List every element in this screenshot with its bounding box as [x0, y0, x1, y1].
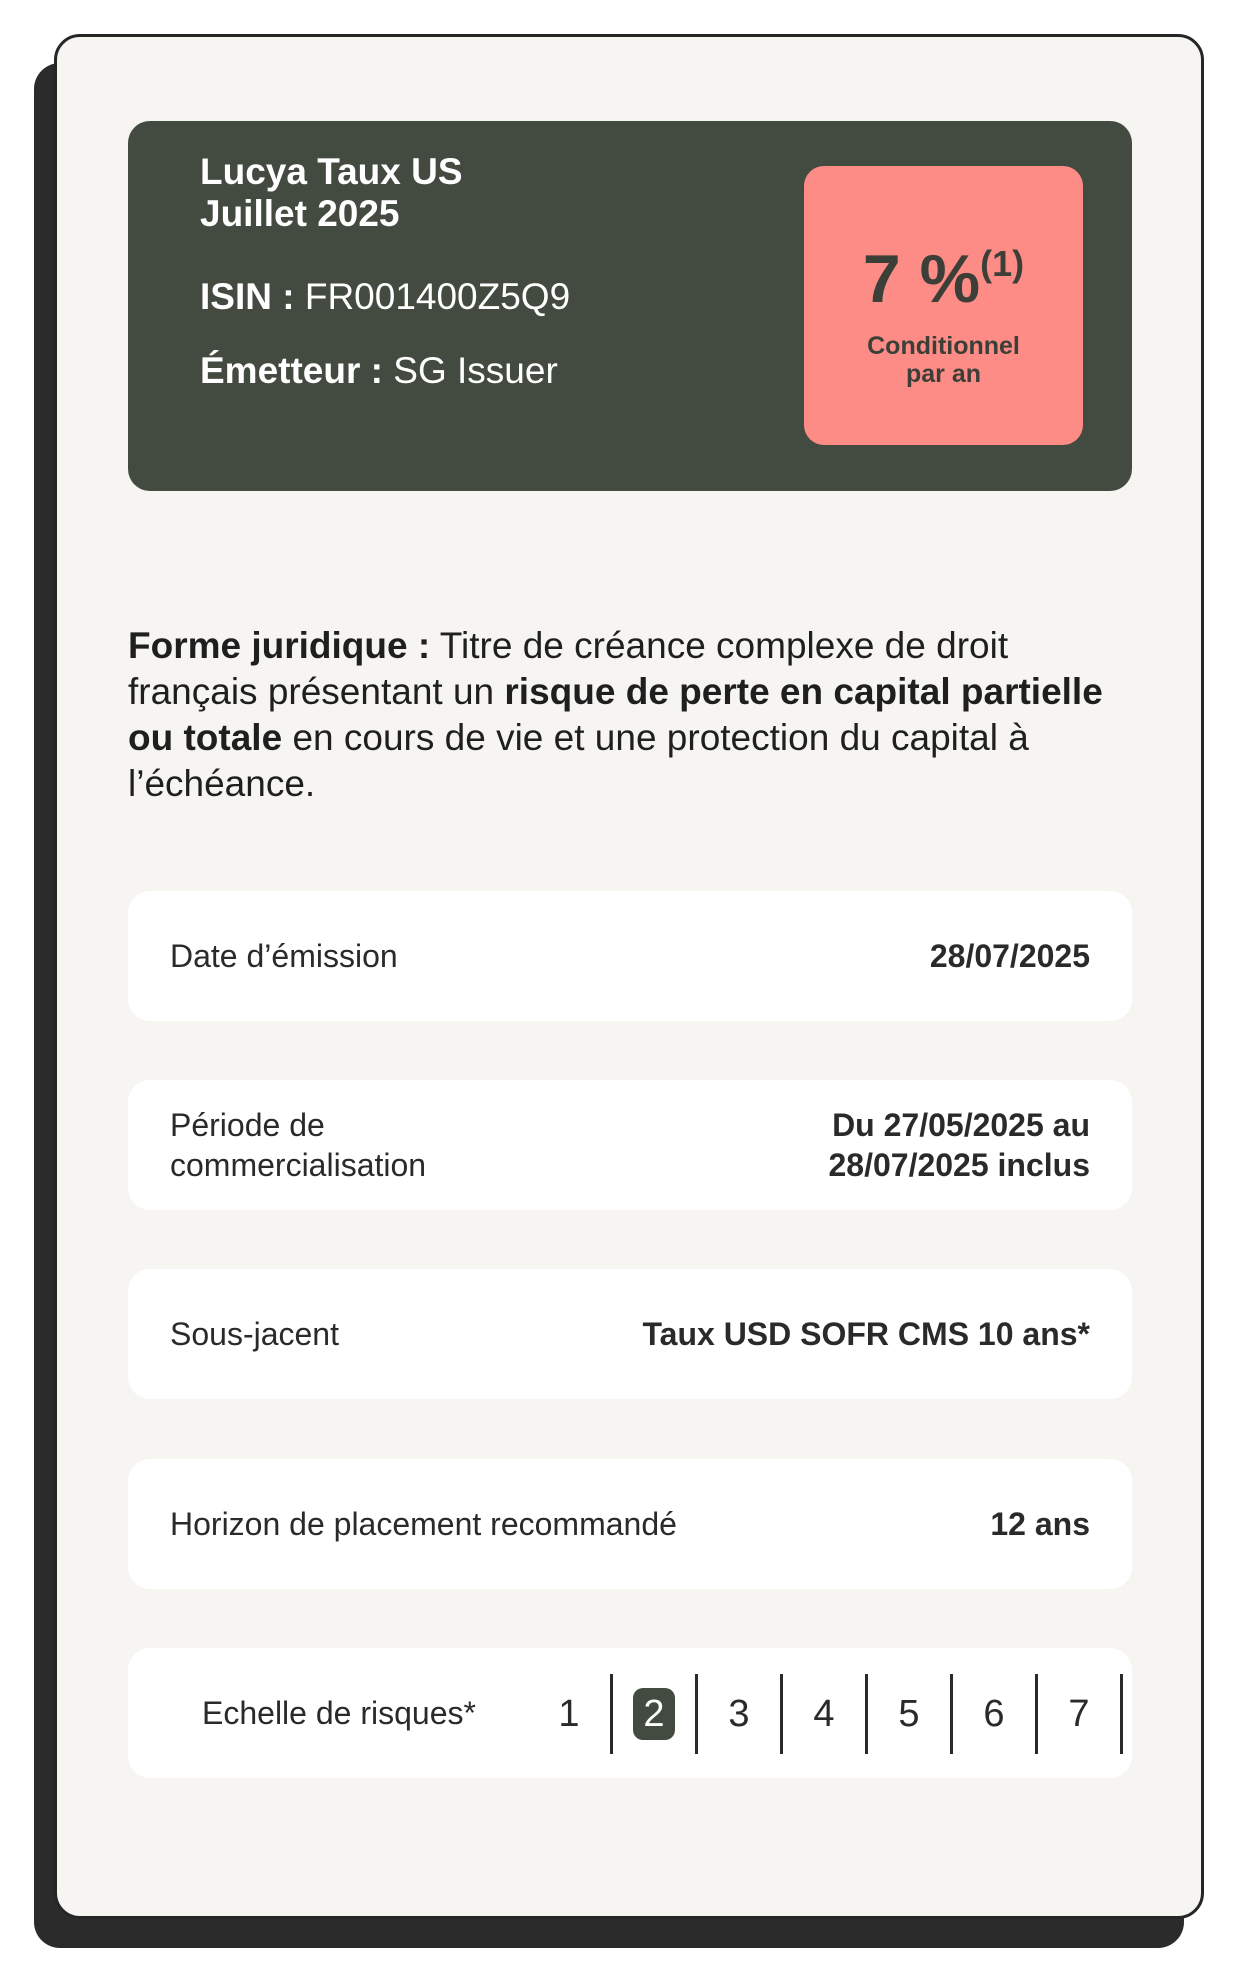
underlying-row [128, 1269, 1132, 1399]
risk-level-7-number: 7 [1068, 1692, 1090, 1735]
marketing-period-label: Période de commercialisation [170, 1107, 427, 1183]
issue-date-row [128, 891, 1132, 1021]
risk-level-7 [1038, 1674, 1123, 1754]
legal-text-part1: Titre de créance complexe de droit français présentant un [128, 625, 1009, 712]
risk-level-1 [528, 1674, 613, 1754]
underlying-value: Taux USD SOFR CMS 10 ans* [642, 1316, 1090, 1352]
rate-caption [804, 332, 1083, 388]
risk-level-5-number: 5 [898, 1692, 920, 1735]
issuer-line [200, 350, 558, 392]
legal-risk-emphasis: risque de perte en capital partielle ou totale [128, 671, 1103, 758]
risk-level-6 [953, 1674, 1038, 1754]
issue-date-label: Date d’émission [170, 938, 398, 974]
isin-line [200, 276, 570, 318]
product-name-line2: Juillet 2025 [200, 193, 400, 234]
marketing-period-row [128, 1080, 1132, 1210]
risk-scale [528, 1674, 1123, 1754]
risk-scale-label: Echelle de risques* [202, 1694, 476, 1731]
legal-form-paragraph [128, 623, 1128, 807]
investment-horizon-value: 12 ans [990, 1506, 1090, 1542]
issue-date-value: 28/07/2025 [929, 938, 1090, 974]
risk-level-4-number: 4 [813, 1692, 835, 1735]
risk-level-3-number: 3 [728, 1692, 750, 1735]
risk-level-6-number: 6 [983, 1692, 1005, 1735]
legal-form-label: Forme juridique : [128, 625, 431, 666]
product-header [128, 121, 1132, 491]
isin-value: FR001400Z5Q9 [304, 276, 571, 317]
issuer-value: SG Issuer [393, 350, 558, 391]
issuer-label: Émetteur : [200, 350, 383, 391]
legal-text-part2: en cours de vie et une protection du capital à l’échéance. [128, 717, 1029, 804]
risk-scale-row [128, 1648, 1132, 1778]
investment-horizon-label: Horizon de placement recommandé [170, 1506, 677, 1542]
product-name [200, 151, 463, 235]
risk-level-2 [613, 1674, 698, 1754]
isin-label: ISIN : [200, 276, 295, 317]
risk-level-2-number: 2 [633, 1688, 675, 1740]
risk-level-4 [783, 1674, 868, 1754]
risk-level-1-number: 1 [558, 1692, 580, 1735]
rate-badge [804, 166, 1083, 445]
marketing-period-value: Du 27/05/2025 au 28/07/2025 inclus [828, 1107, 1090, 1183]
rate-number: 7 % [862, 241, 981, 317]
rate-value [804, 241, 1083, 325]
rate-caption-line1: Conditionnel [867, 332, 1020, 360]
risk-level-5 [868, 1674, 953, 1754]
product-name-line1: Lucya Taux US [200, 151, 463, 192]
underlying-label: Sous-jacent [170, 1316, 339, 1352]
rate-caption-line2: par an [905, 360, 982, 388]
rate-footnote: (1) [980, 243, 1025, 284]
risk-level-3 [698, 1674, 783, 1754]
investment-horizon-row [128, 1459, 1132, 1589]
